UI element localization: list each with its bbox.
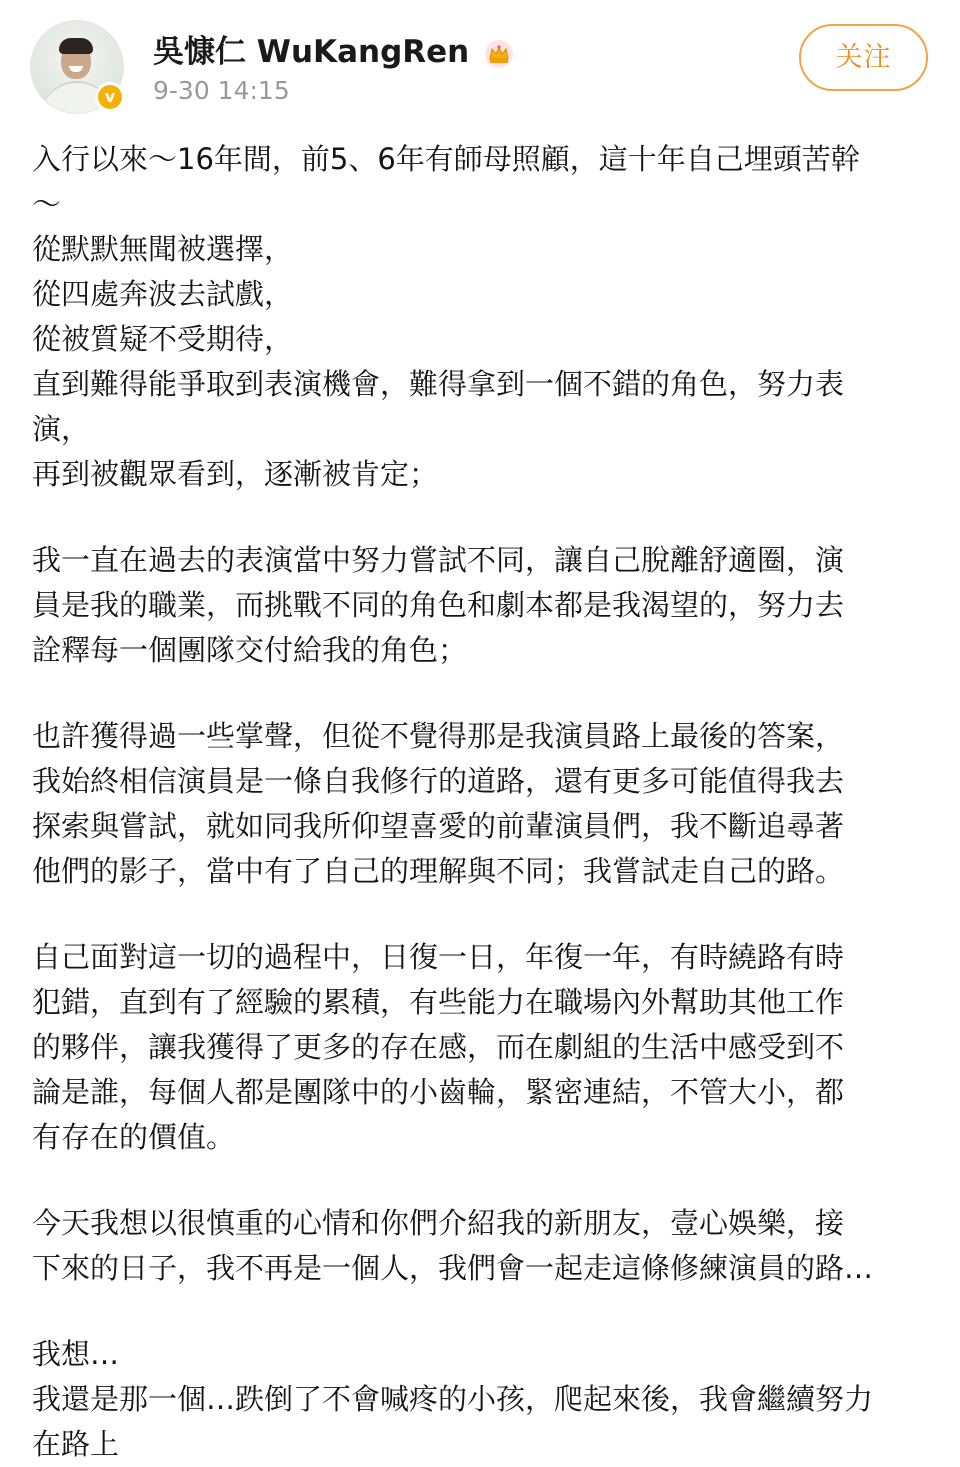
post-text-line: 自己面對這一切的過程中，日復一日，年復一年，有時繞路有時 bbox=[32, 940, 845, 974]
post-text-line: 從四處奔波去試戲， bbox=[32, 277, 294, 311]
username-text[interactable]: 吳慷仁 WuKangRen bbox=[153, 34, 470, 70]
post-timestamp: 9-30 14:15 bbox=[153, 76, 290, 105]
paragraph-gap bbox=[32, 497, 922, 538]
post-text-line: 在路上 bbox=[32, 1427, 120, 1461]
paragraph-gap bbox=[32, 673, 922, 714]
post-text-line: 下來的日子，我不再是一個人，我們會一起走這條修練演員的路… bbox=[32, 1251, 874, 1285]
post-text-line: 我始終相信演員是一條自我修行的道路，還有更多可能值得我去 bbox=[32, 764, 845, 798]
crown-icon bbox=[484, 39, 514, 69]
post-text-line: 再到被觀眾看到，逐漸被肯定； bbox=[32, 457, 439, 491]
post-text-line: 探索與嘗試，就如同我所仰望喜愛的前輩演員們，我不斷追尋著 bbox=[32, 809, 845, 843]
paragraph-gap bbox=[32, 1160, 922, 1201]
paragraph-gap bbox=[32, 1291, 922, 1332]
post-text-line: 有存在的價值。 bbox=[32, 1120, 236, 1154]
post-text-line: ～ bbox=[32, 187, 62, 221]
post-text-line: 演， bbox=[32, 412, 91, 446]
post-text-line: 犯錯，直到有了經驗的累積，有些能力在職場內外幫助其他工作 bbox=[32, 985, 845, 1019]
username[interactable] bbox=[153, 26, 514, 71]
post-text-line: 詮釋每一個團隊交付給我的角色； bbox=[32, 633, 468, 667]
post-text-line: 入行以來～16年間，前5、6年有師母照顧，這十年自己埋頭苦幹 bbox=[32, 142, 860, 176]
avatar-hair bbox=[59, 38, 93, 54]
post-text-line: 直到難得能爭取到表演機會，難得拿到一個不錯的角色，努力表 bbox=[32, 367, 845, 401]
post-text-line: 的夥伴，讓我獲得了更多的存在感，而在劇組的生活中感受到不 bbox=[32, 1030, 845, 1064]
follow-button[interactable]: 关注 bbox=[799, 24, 928, 91]
post-text-line: 論是誰，每個人都是團隊中的小齒輪，緊密連結，不管大小，都 bbox=[32, 1075, 845, 1109]
post-text-line: 從被質疑不受期待， bbox=[32, 322, 294, 356]
post-text-line: 員是我的職業，而挑戰不同的角色和劇本都是我渴望的，努力去 bbox=[32, 588, 845, 622]
post-body bbox=[32, 137, 922, 1467]
post-text-line: 我還是那一個…跌倒了不會喊疼的小孩，爬起來後，我會繼續努力 bbox=[32, 1382, 874, 1416]
post-text-line: 我一直在過去的表演當中努力嘗試不同，讓自己脫離舒適圈，演 bbox=[32, 543, 845, 577]
paragraph-gap bbox=[32, 894, 922, 935]
verified-badge-icon: v bbox=[95, 82, 125, 112]
post-text-line: 我想… bbox=[32, 1337, 120, 1371]
post-text-line: 今天我想以很慎重的心情和你們介紹我的新朋友，壹心娛樂，接 bbox=[32, 1206, 845, 1240]
post-text-line: 也許獲得過一些掌聲，但從不覺得那是我演員路上最後的答案， bbox=[32, 719, 845, 753]
post-text-line: 從默默無聞被選擇， bbox=[32, 232, 294, 266]
post-text-line: 他們的影子，當中有了自己的理解與不同；我嘗試走自己的路。 bbox=[32, 854, 845, 888]
post-header bbox=[0, 0, 960, 120]
